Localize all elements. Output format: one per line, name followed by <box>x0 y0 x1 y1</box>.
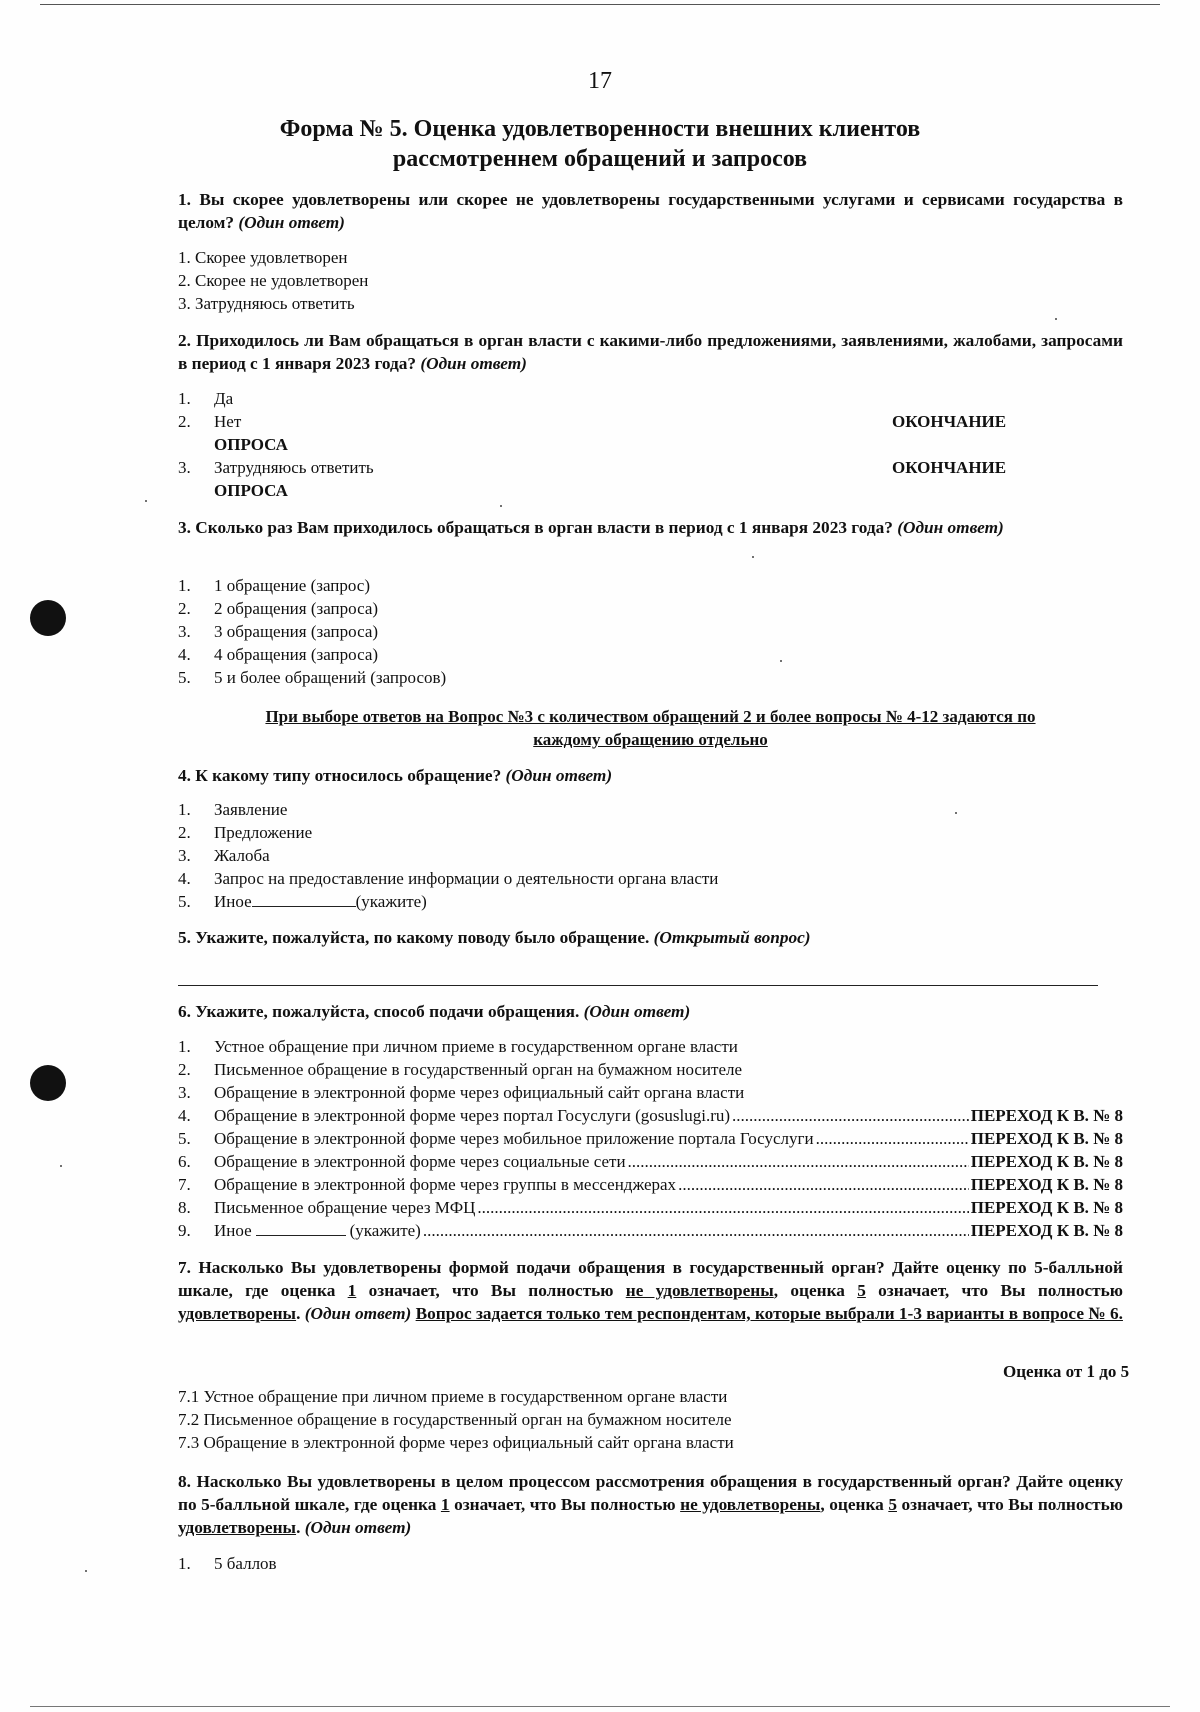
question-6: 6. Укажите, пожалуйста, способ подачи обращения. (Один ответ) <box>178 1002 691 1021</box>
form-title-line2: рассмотреннем обращений и запросов <box>392 146 808 172</box>
q3-option-4: 4. 4 обращения (запроса) <box>178 645 379 664</box>
page-number: 17 <box>588 68 612 94</box>
q1-option-3: 3. Затрудняюсь ответить <box>178 294 355 313</box>
q3-option-2: 2. 2 обращения (запроса) <box>178 599 379 618</box>
q4-option-3: 3. Жалоба <box>178 846 270 865</box>
q6-option-7: 7. Обращение в электронной форме через группы в мессенджерах ..... ПЕРЕХОД К В. № 8 <box>178 1173 1123 1196</box>
q1-option-1: 1. Скорее удовлетворен <box>178 248 348 267</box>
q2-option-2-end-a: ОКОНЧАНИЕ <box>892 412 1007 431</box>
scan-speck <box>500 505 502 507</box>
q7-item-2: 7.2 Письменное обращение в государственный орган на бумажном носителе <box>178 1410 732 1429</box>
scan-speck <box>145 500 147 502</box>
question-8: 8. Насколько Вы удовлетворены в целом процессом рассмотрения обращения в государственный орган? Дайте оценку по 5-балльной шкале, где оценка 1 означает, что Вы полностью не удовлетворены, оценка 5 означает, что Вы полностью удовлетворены. (Один ответ) <box>178 1472 1124 1537</box>
q2-option-3: 3. Затрудняюсь ответить <box>178 458 374 477</box>
q6-jump-label: ПЕРЕХОД К В. № 8 <box>970 1221 1123 1240</box>
question-7: 7. Насколько Вы удовлетворены формой подачи обращения в государственный орган? Дайте оценку по 5-балльной шкале, где оценка 1 означает, что Вы полностью не удовлетворены, оценка 5 означает, что Вы полностью удовлетворены. (Один ответ) Вопрос задается только тем респондентам, которые выбрали 1-3 варианты в вопросе № 6. <box>178 1258 1123 1323</box>
q2-option-2-end-b: ОПРОСА <box>214 435 288 454</box>
question-3: 3. Сколько раз Вам приходилось обращаться в орган власти в период с 1 января 2023 года? (Один ответ) <box>178 518 1004 537</box>
q7-score-header: Оценка от 1 до 5 <box>1003 1362 1130 1381</box>
q3-option-1: 1. 1 обращение (запрос) <box>178 576 370 595</box>
q6-other-blank[interactable] <box>256 1219 346 1236</box>
q6-option-5: 5. Обращение в электронной форме через мобильное приложение портала Госуслуги ..... ПЕРЕХОД К В. № 8 <box>178 1127 1123 1150</box>
q4-option-2: 2. Предложение <box>178 823 313 842</box>
scan-edge-top <box>40 4 1160 5</box>
scan-speck <box>85 1570 87 1572</box>
q6-option-6: 6. Обращение в электронной форме через социальные сети ..... ПЕРЕХОД К В. № 8 <box>178 1150 1123 1173</box>
q6-option-2: 2. Письменное обращение в государственный орган на бумажном носителе <box>178 1060 743 1079</box>
scan-speck <box>60 1165 62 1167</box>
q3-option-5: 5. 5 и более обращений (запросов) <box>178 668 447 687</box>
scan-speck <box>752 556 754 558</box>
q5-answer-line[interactable] <box>178 985 1098 986</box>
q6-option-3: 3. Обращение в электронной форме через официальный сайт органа власти <box>178 1083 745 1102</box>
question-5: 5. Укажите, пожалуйста, по какому поводу было обращение. (Открытый вопрос) <box>178 928 811 947</box>
q6-jump-label: ПЕРЕХОД К В. № 8 <box>970 1129 1123 1148</box>
q4-option-4: 4. Запрос на предоставление информации о деятельности органа власти <box>178 869 719 888</box>
form-title-line1: Форма № 5. Оценка удовлетворенности внешних клиентов <box>279 116 921 142</box>
question-4: 4. К какому типу относилось обращение? (Один ответ) <box>178 766 613 785</box>
punch-hole-lower <box>30 1065 66 1101</box>
q6-jump-label: ПЕРЕХОД К В. № 8 <box>970 1198 1123 1217</box>
q8-option-1: 1. 5 баллов <box>178 1554 277 1573</box>
q6-option-8: 8. Письменное обращение через МФЦ ..... ПЕРЕХОД К В. № 8 <box>178 1196 1123 1219</box>
q6-jump-label: ПЕРЕХОД К В. № 8 <box>970 1152 1123 1171</box>
q6-jump-label: ПЕРЕХОД К В. № 8 <box>970 1175 1123 1194</box>
q4-option-1: 1. Заявление <box>178 800 288 819</box>
q6-jump-label: ПЕРЕХОД К В. № 8 <box>970 1106 1123 1125</box>
q6-option-9: 9. Иное (укажите) ..... ПЕРЕХОД К В. № 8 <box>178 1219 1123 1242</box>
scan-edge-bottom <box>30 1706 1170 1707</box>
q3-note-line2: каждому обращению отдельно <box>533 730 768 749</box>
q4-other-blank[interactable] <box>252 890 356 907</box>
scan-speck <box>780 660 782 662</box>
q6-option-4: 4. Обращение в электронной форме через портал Госуслуги (gosuslugi.ru) ..... ПЕРЕХОД К В. № 8 <box>178 1104 1123 1127</box>
question-2: 2. Приходилось ли Вам обращаться в орган власти с какими-либо предложениями, заявлениями, жалобами, запросами в период с 1 января 2023 года? (Один ответ) <box>178 331 1123 373</box>
punch-hole-upper <box>30 600 66 636</box>
q2-option-2: 2. Нет <box>178 412 242 431</box>
scan-speck <box>1055 318 1057 320</box>
q2-option-3-end-b: ОПРОСА <box>214 481 288 500</box>
q3-note-line1: При выборе ответов на Вопрос №3 с количеством обращений 2 и более вопросы № 4-12 задаются по <box>265 707 1036 726</box>
q1-option-2: 2. Скорее не удовлетворен <box>178 271 369 290</box>
q7-item-3: 7.3 Обращение в электронной форме через официальный сайт органа власти <box>178 1433 734 1452</box>
q7-item-1: 7.1 Устное обращение при личном приеме в государственном органе власти <box>178 1387 728 1406</box>
q4-option-5: 5. Иное (укажите) <box>178 892 427 911</box>
q2-option-3-end-a: ОКОНЧАНИЕ <box>892 458 1007 477</box>
question-1: 1. Вы скорее удовлетворены или скорее не удовлетворены государственными услугами и сервисами государства в целом? (Один ответ) <box>178 190 1123 232</box>
scan-speck <box>955 812 957 814</box>
q6-option-1: 1. Устное обращение при личном приеме в государственном органе власти <box>178 1037 738 1056</box>
q2-option-1: 1. Да <box>178 389 234 408</box>
q3-option-3: 3. 3 обращения (запроса) <box>178 622 379 641</box>
